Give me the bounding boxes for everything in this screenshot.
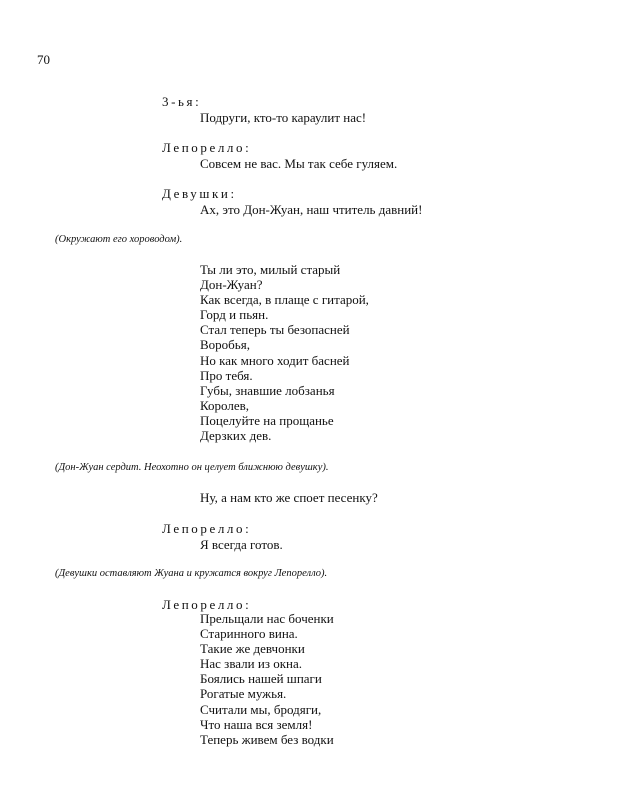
- verse-line: Рогатые мужья.: [200, 686, 287, 702]
- verse-line: Но как много ходит басней: [200, 352, 350, 368]
- verse-line: Стал теперь ты безопасней: [200, 322, 350, 338]
- verse-line: Горд и пьян.: [200, 307, 269, 323]
- dialogue-line: Я всегда готов.: [200, 537, 283, 552]
- dialogue-line: Ну, а нам кто же споет песенку?: [200, 490, 378, 505]
- verse-line: Про тебя.: [200, 367, 253, 383]
- verse-line: Дерзких дев.: [200, 428, 272, 444]
- verse-line: Дон-Жуан?: [200, 277, 263, 293]
- verse-line: Теперь живем без водки: [200, 731, 334, 747]
- song-verse-lines: [200, 262, 369, 443]
- verse-line: Воробья,: [200, 337, 250, 353]
- stage-direction: (Дон-Жуан сердит. Неохотно он целует ближнюю девушку).: [55, 462, 329, 473]
- speaker-leporello: Лепорелло:: [162, 521, 252, 536]
- verse-line: Считали мы, бродяги,: [200, 701, 322, 717]
- verse-line: Такие же девчонки: [200, 641, 305, 657]
- verse-line: Боялись нашей шпаги: [200, 671, 322, 687]
- dialogue-line: Совсем не вас. Мы так себе гуляем.: [200, 156, 398, 171]
- stage-direction: (Окружают его хороводом).: [55, 234, 183, 245]
- verse-line: Прельщали нас боченки: [200, 611, 334, 626]
- verse-line: Нас звали из окна.: [200, 656, 302, 672]
- song-verse-lines: [200, 611, 334, 747]
- dialogue-line: Подруги, кто-то караулит нас!: [200, 110, 367, 125]
- dialogue-line: Ах, это Дон-Жуан, наш чтитель давний!: [200, 202, 423, 217]
- verse-line: Как всегда, в плаще с гитарой,: [200, 292, 369, 308]
- speaker-leporello: Лепорелло:: [162, 140, 252, 155]
- verse-line: Ты ли это, милый старый: [200, 262, 341, 277]
- speaker-girls: Девушки:: [162, 186, 237, 201]
- verse-line: Губы, знавшие лобзанья: [200, 382, 335, 398]
- verse-line: Королев,: [200, 397, 249, 413]
- speaker-third-girl: 3-ья:: [162, 94, 202, 109]
- stage-direction: (Девушки оставляют Жуана и кружатся вокруг Лепорелло).: [55, 568, 328, 579]
- speaker-leporello: Лепорелло:: [162, 597, 252, 612]
- verse-line: Что наша вся земля!: [200, 716, 313, 732]
- verse-line: Поцелуйте на прощанье: [200, 412, 334, 428]
- verse-line: Старинного вина.: [200, 626, 298, 642]
- page-number: 70: [37, 52, 50, 67]
